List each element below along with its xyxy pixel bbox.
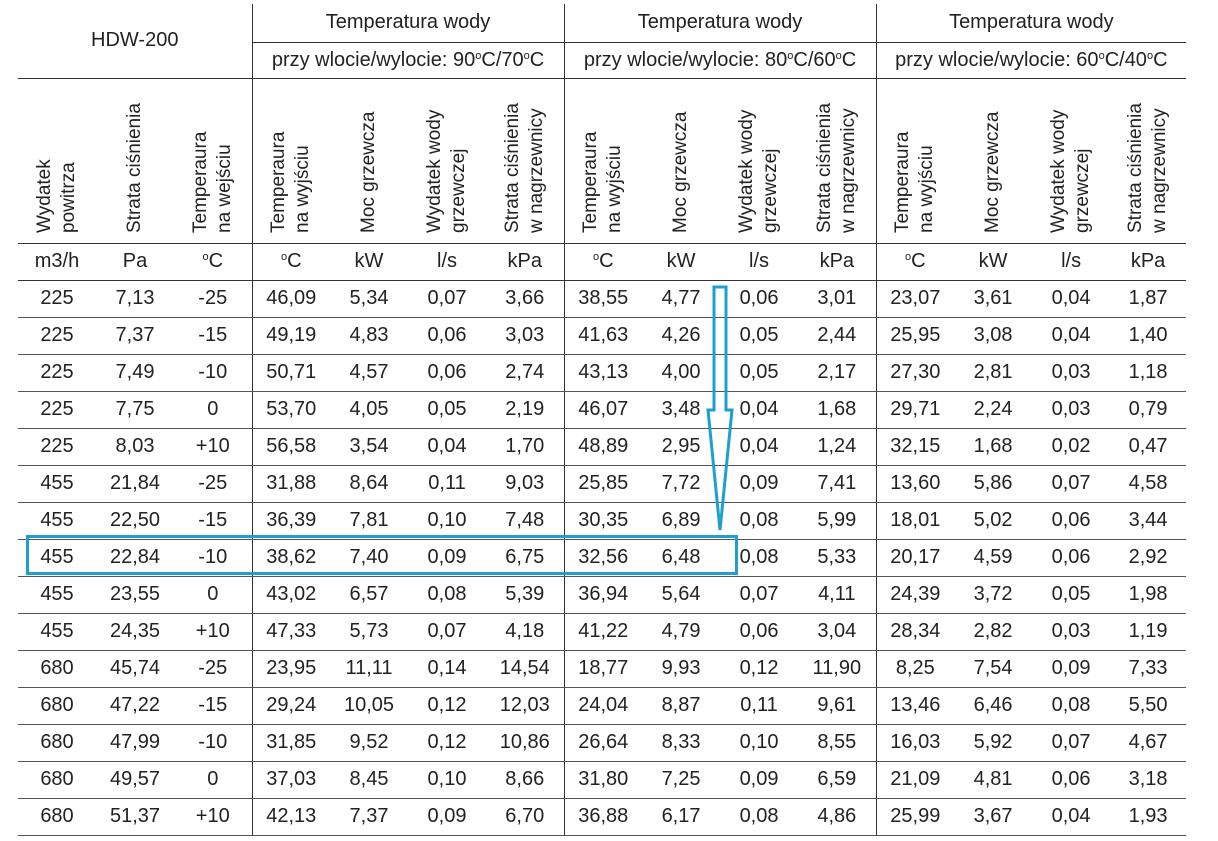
table-cell: 0,05 xyxy=(720,317,798,354)
table-cell: 4,77 xyxy=(642,280,720,317)
table-cell: -10 xyxy=(174,724,252,761)
unit-cell: kPa xyxy=(486,243,564,280)
table-cell: -15 xyxy=(174,687,252,724)
table-cell: 43,13 xyxy=(564,354,642,391)
table-cell: 22,84 xyxy=(96,539,174,576)
table-cell: 0,10 xyxy=(408,761,486,798)
table-cell: 0,05 xyxy=(720,354,798,391)
group-title-1: Temperatura wody xyxy=(252,4,564,42)
unit-cell: kPa xyxy=(798,243,876,280)
table-cell: 31,85 xyxy=(252,724,330,761)
table-cell: 5,50 xyxy=(1110,687,1186,724)
table-row xyxy=(18,576,1186,613)
table-cell: 1,19 xyxy=(1110,613,1186,650)
table-cell: 680 xyxy=(18,798,96,835)
table-cell: 36,94 xyxy=(564,576,642,613)
unit-cell: Pa xyxy=(96,243,174,280)
table-row xyxy=(18,502,1186,539)
table-cell: 4,83 xyxy=(330,317,408,354)
table-cell: 3,61 xyxy=(954,280,1032,317)
table-cell: 23,95 xyxy=(252,650,330,687)
table-row xyxy=(18,724,1186,761)
table-cell: 4,58 xyxy=(1110,465,1186,502)
table-row xyxy=(18,650,1186,687)
table-cell: 7,37 xyxy=(96,317,174,354)
unit-cell: kW xyxy=(642,243,720,280)
table-cell: 0,04 xyxy=(720,391,798,428)
table-cell: 9,03 xyxy=(486,465,564,502)
table-cell: 53,70 xyxy=(252,391,330,428)
table-cell: 30,35 xyxy=(564,502,642,539)
table-cell: 6,75 xyxy=(486,539,564,576)
table-cell: -25 xyxy=(174,465,252,502)
table-cell: 0,05 xyxy=(408,391,486,428)
column-header: Strata ciśnienia w nagrzewnicy xyxy=(798,78,876,243)
group-subtitle-3: przy wlocie/wylocie: 60$^o$C/40$^o$C xyxy=(876,42,1186,78)
table-cell: 23,55 xyxy=(96,576,174,613)
table-cell: 6,57 xyxy=(330,576,408,613)
table-cell: 0,09 xyxy=(720,465,798,502)
table-cell: 5,64 xyxy=(642,576,720,613)
table-cell: 6,48 xyxy=(642,539,720,576)
table-cell: 1,68 xyxy=(798,391,876,428)
table-cell: +10 xyxy=(174,428,252,465)
unit-cell: kPa xyxy=(1110,243,1186,280)
table-cell: 225 xyxy=(18,354,96,391)
table-cell: 16,03 xyxy=(876,724,954,761)
unit-cell: $^o$C xyxy=(876,243,954,280)
table-cell: 4,00 xyxy=(642,354,720,391)
table-cell: 7,37 xyxy=(330,798,408,835)
table-cell: 37,03 xyxy=(252,761,330,798)
table-cell: 6,46 xyxy=(954,687,1032,724)
table-cell: 5,34 xyxy=(330,280,408,317)
table-cell: 0,06 xyxy=(720,613,798,650)
table-cell: 4,86 xyxy=(798,798,876,835)
table-cell: 1,68 xyxy=(954,428,1032,465)
table-cell: 47,99 xyxy=(96,724,174,761)
table-cell: 5,92 xyxy=(954,724,1032,761)
table-cell: 0,04 xyxy=(1032,317,1110,354)
table-cell: 48,89 xyxy=(564,428,642,465)
table-cell: 31,88 xyxy=(252,465,330,502)
table-cell: 5,86 xyxy=(954,465,1032,502)
table-cell: 0 xyxy=(174,761,252,798)
column-header: Moc grzewcza xyxy=(954,78,1032,243)
table-row xyxy=(18,280,1186,317)
table-cell: 2,81 xyxy=(954,354,1032,391)
table-cell: 2,74 xyxy=(486,354,564,391)
table-row xyxy=(18,687,1186,724)
table-cell: 18,01 xyxy=(876,502,954,539)
table-cell: 680 xyxy=(18,761,96,798)
table-cell: 0,12 xyxy=(408,724,486,761)
unit-cell: $^o$C xyxy=(564,243,642,280)
table-cell: 22,50 xyxy=(96,502,174,539)
table-row-highlighted xyxy=(18,539,1186,576)
table-cell: -25 xyxy=(174,650,252,687)
column-header: Temperaura na wyjściu xyxy=(564,78,642,243)
group-subtitle-1: przy wlocie/wylocie: 90$^o$C/70$^o$C xyxy=(252,42,564,78)
table-cell: 0,12 xyxy=(720,650,798,687)
table-cell: 0,03 xyxy=(1032,391,1110,428)
table-cell: 12,03 xyxy=(486,687,564,724)
table-cell: 0,04 xyxy=(720,428,798,465)
table-cell: 8,66 xyxy=(486,761,564,798)
table-cell: 49,19 xyxy=(252,317,330,354)
table-cell: 2,17 xyxy=(798,354,876,391)
table-cell: 45,74 xyxy=(96,650,174,687)
table-cell: 13,60 xyxy=(876,465,954,502)
table-cell: 0,09 xyxy=(408,539,486,576)
table-row xyxy=(18,613,1186,650)
table-row xyxy=(18,317,1186,354)
table-cell: 20,17 xyxy=(876,539,954,576)
table-cell: 8,64 xyxy=(330,465,408,502)
table-cell: +10 xyxy=(174,798,252,835)
data-table xyxy=(18,4,1186,836)
table-cell: 4,05 xyxy=(330,391,408,428)
table-cell: 0,06 xyxy=(1032,502,1110,539)
table-cell: 13,46 xyxy=(876,687,954,724)
table-cell: 31,80 xyxy=(564,761,642,798)
column-header: Wydatek wody grzewczej xyxy=(720,78,798,243)
table-row xyxy=(18,465,1186,502)
table-cell: 41,63 xyxy=(564,317,642,354)
table-cell: 4,18 xyxy=(486,613,564,650)
table-cell: 0,07 xyxy=(408,280,486,317)
table-cell: 49,57 xyxy=(96,761,174,798)
table-cell: 0 xyxy=(174,391,252,428)
table-cell: 7,40 xyxy=(330,539,408,576)
table-cell: 6,70 xyxy=(486,798,564,835)
unit-cell: $^o$C xyxy=(252,243,330,280)
unit-cell: l/s xyxy=(1032,243,1110,280)
table-cell: 0,14 xyxy=(408,650,486,687)
table-cell: 455 xyxy=(18,539,96,576)
table-cell: 4,67 xyxy=(1110,724,1186,761)
column-header: Wydatek powitrza xyxy=(18,78,96,243)
table-cell: 1,40 xyxy=(1110,317,1186,354)
group-title-3: Temperatura wody xyxy=(876,4,1186,42)
table-cell: 5,02 xyxy=(954,502,1032,539)
table-cell: -15 xyxy=(174,502,252,539)
table-cell: 0,79 xyxy=(1110,391,1186,428)
table-cell: 3,54 xyxy=(330,428,408,465)
table-row xyxy=(18,798,1186,835)
table-cell: 25,85 xyxy=(564,465,642,502)
column-header: Moc grzewcza xyxy=(330,78,408,243)
table-cell: 0,47 xyxy=(1110,428,1186,465)
column-header: Wydatek wody grzewczej xyxy=(408,78,486,243)
table-cell: 3,01 xyxy=(798,280,876,317)
table-cell: 4,11 xyxy=(798,576,876,613)
table-cell: 7,48 xyxy=(486,502,564,539)
column-header: Temperaura na wyjściu xyxy=(252,78,330,243)
table-cell: 3,18 xyxy=(1110,761,1186,798)
table-cell: 5,39 xyxy=(486,576,564,613)
table-cell: 5,73 xyxy=(330,613,408,650)
table-cell: 0,07 xyxy=(720,576,798,613)
table-cell: 1,24 xyxy=(798,428,876,465)
table-cell: 50,71 xyxy=(252,354,330,391)
table-cell: 0,04 xyxy=(1032,798,1110,835)
table-cell: 8,45 xyxy=(330,761,408,798)
table-cell: 4,57 xyxy=(330,354,408,391)
table-cell: 0,12 xyxy=(408,687,486,724)
column-header: Wydatek wody grzewczej xyxy=(1032,78,1110,243)
table-cell: 3,67 xyxy=(954,798,1032,835)
table-cell: 8,33 xyxy=(642,724,720,761)
unit-cell: m3/h xyxy=(18,243,96,280)
table-cell: 3,04 xyxy=(798,613,876,650)
table-cell: 7,33 xyxy=(1110,650,1186,687)
table-cell: 0,03 xyxy=(1032,613,1110,650)
table-cell: 5,33 xyxy=(798,539,876,576)
table-cell: 32,15 xyxy=(876,428,954,465)
table-cell: 3,66 xyxy=(486,280,564,317)
table-cell: 2,82 xyxy=(954,613,1032,650)
table-cell: 0,08 xyxy=(408,576,486,613)
table-cell: 2,95 xyxy=(642,428,720,465)
table-cell: 225 xyxy=(18,428,96,465)
table-cell: 2,44 xyxy=(798,317,876,354)
table-cell: 42,13 xyxy=(252,798,330,835)
table-row xyxy=(18,428,1186,465)
table-cell: 455 xyxy=(18,613,96,650)
table-cell: 1,93 xyxy=(1110,798,1186,835)
table-cell: 0,03 xyxy=(1032,354,1110,391)
unit-cell: l/s xyxy=(720,243,798,280)
table-cell: 28,34 xyxy=(876,613,954,650)
table-row xyxy=(18,354,1186,391)
table-cell: 0,10 xyxy=(720,724,798,761)
table-cell: 6,59 xyxy=(798,761,876,798)
table-cell: 21,09 xyxy=(876,761,954,798)
table-cell: 0,09 xyxy=(408,798,486,835)
table-cell: 10,05 xyxy=(330,687,408,724)
table-cell: 8,55 xyxy=(798,724,876,761)
table-cell: 4,79 xyxy=(642,613,720,650)
table-cell: 7,75 xyxy=(96,391,174,428)
table-row xyxy=(18,391,1186,428)
table-cell: 36,88 xyxy=(564,798,642,835)
column-header: Moc grzewcza xyxy=(642,78,720,243)
column-header: Temperaura na wyjściu xyxy=(876,78,954,243)
table-cell: 3,44 xyxy=(1110,502,1186,539)
table-cell: 36,39 xyxy=(252,502,330,539)
table-cell: 7,25 xyxy=(642,761,720,798)
table-cell: 0,04 xyxy=(408,428,486,465)
unit-cell: kW xyxy=(954,243,1032,280)
table-cell: 21,84 xyxy=(96,465,174,502)
table-cell: 29,24 xyxy=(252,687,330,724)
table-cell: 9,61 xyxy=(798,687,876,724)
table-cell: 24,39 xyxy=(876,576,954,613)
table-cell: 2,24 xyxy=(954,391,1032,428)
table-cell: 5,99 xyxy=(798,502,876,539)
table-cell: +10 xyxy=(174,613,252,650)
table-cell: 7,41 xyxy=(798,465,876,502)
table-cell: 0,09 xyxy=(720,761,798,798)
table-cell: 56,58 xyxy=(252,428,330,465)
table-cell: 18,77 xyxy=(564,650,642,687)
table-cell: 0,10 xyxy=(408,502,486,539)
table-cell: 2,92 xyxy=(1110,539,1186,576)
table-cell: 0,08 xyxy=(720,502,798,539)
table-cell: -10 xyxy=(174,539,252,576)
table-cell: -15 xyxy=(174,317,252,354)
column-header: Temperaura na wejściu xyxy=(174,78,252,243)
table-cell: 1,98 xyxy=(1110,576,1186,613)
table-cell: 0 xyxy=(174,576,252,613)
table-row xyxy=(18,761,1186,798)
table-cell: 0,04 xyxy=(1032,280,1110,317)
table-cell: 0,11 xyxy=(720,687,798,724)
table-cell: 29,71 xyxy=(876,391,954,428)
table-cell: 0,06 xyxy=(408,317,486,354)
table-cell: 24,04 xyxy=(564,687,642,724)
table-cell: 0,02 xyxy=(1032,428,1110,465)
table-cell: 0,06 xyxy=(1032,539,1110,576)
table-cell: 7,72 xyxy=(642,465,720,502)
table-cell: 455 xyxy=(18,502,96,539)
table-cell: 0,07 xyxy=(1032,465,1110,502)
table-cell: 23,07 xyxy=(876,280,954,317)
table-cell: 0,07 xyxy=(408,613,486,650)
table-cell: -10 xyxy=(174,354,252,391)
table-cell: 225 xyxy=(18,317,96,354)
table-cell: 8,03 xyxy=(96,428,174,465)
table-title: HDW-200 xyxy=(18,4,252,78)
table-cell: 3,03 xyxy=(486,317,564,354)
table-cell: 0,08 xyxy=(720,798,798,835)
table-cell: 4,26 xyxy=(642,317,720,354)
group-subtitle-2: przy wlocie/wylocie: 80$^o$C/60$^o$C xyxy=(564,42,876,78)
table-cell: 25,95 xyxy=(876,317,954,354)
table-cell: 1,87 xyxy=(1110,280,1186,317)
table-cell: 680 xyxy=(18,724,96,761)
column-header: Strata ciśnienia xyxy=(96,78,174,243)
table-cell: 7,13 xyxy=(96,280,174,317)
unit-cell: l/s xyxy=(408,243,486,280)
table-cell: 680 xyxy=(18,687,96,724)
table-cell: 14,54 xyxy=(486,650,564,687)
table-cell: 8,87 xyxy=(642,687,720,724)
table-cell: 0,11 xyxy=(408,465,486,502)
unit-cell: kW xyxy=(330,243,408,280)
table-cell: 225 xyxy=(18,391,96,428)
table-cell: 6,89 xyxy=(642,502,720,539)
table-cell: 0,08 xyxy=(720,539,798,576)
column-header: Strata ciśnienia w nagrzewnicy xyxy=(1110,78,1186,243)
table-cell: 25,99 xyxy=(876,798,954,835)
unit-cell: $^o$C xyxy=(174,243,252,280)
table-cell: 4,81 xyxy=(954,761,1032,798)
table-cell: 0,05 xyxy=(1032,576,1110,613)
table-cell: 11,11 xyxy=(330,650,408,687)
group-title-2: Temperatura wody xyxy=(564,4,876,42)
table-cell: 47,33 xyxy=(252,613,330,650)
table-cell: 0,06 xyxy=(720,280,798,317)
table-cell: 455 xyxy=(18,465,96,502)
table-cell: 1,18 xyxy=(1110,354,1186,391)
table-cell: 1,70 xyxy=(486,428,564,465)
table-cell: 51,37 xyxy=(96,798,174,835)
table-cell: 38,55 xyxy=(564,280,642,317)
table-cell: 32,56 xyxy=(564,539,642,576)
table-cell: 455 xyxy=(18,576,96,613)
table-cell: 9,93 xyxy=(642,650,720,687)
table-cell: 7,49 xyxy=(96,354,174,391)
table-cell: 41,22 xyxy=(564,613,642,650)
table-cell: 7,54 xyxy=(954,650,1032,687)
table-cell: 3,08 xyxy=(954,317,1032,354)
table-cell: 2,19 xyxy=(486,391,564,428)
table-cell: 8,25 xyxy=(876,650,954,687)
table-cell: 26,64 xyxy=(564,724,642,761)
table-cell: 47,22 xyxy=(96,687,174,724)
table-cell: 3,48 xyxy=(642,391,720,428)
table-cell: 38,62 xyxy=(252,539,330,576)
table-cell: 9,52 xyxy=(330,724,408,761)
table-cell: 46,07 xyxy=(564,391,642,428)
table-cell: 3,72 xyxy=(954,576,1032,613)
table-cell: 43,02 xyxy=(252,576,330,613)
table-cell: 46,09 xyxy=(252,280,330,317)
table-cell: 0,06 xyxy=(408,354,486,391)
table-cell: 6,17 xyxy=(642,798,720,835)
table-cell: 680 xyxy=(18,650,96,687)
column-header: Strata ciśnienia w nagrzewnicy xyxy=(486,78,564,243)
table-cell: 24,35 xyxy=(96,613,174,650)
table-cell: 0,09 xyxy=(1032,650,1110,687)
table-cell: 7,81 xyxy=(330,502,408,539)
table-cell: 11,90 xyxy=(798,650,876,687)
table-cell: -25 xyxy=(174,280,252,317)
table-cell: 0,06 xyxy=(1032,761,1110,798)
table-cell: 0,07 xyxy=(1032,724,1110,761)
table-cell: 225 xyxy=(18,280,96,317)
table-cell: 4,59 xyxy=(954,539,1032,576)
table-cell: 10,86 xyxy=(486,724,564,761)
table-cell: 0,08 xyxy=(1032,687,1110,724)
table-cell: 27,30 xyxy=(876,354,954,391)
